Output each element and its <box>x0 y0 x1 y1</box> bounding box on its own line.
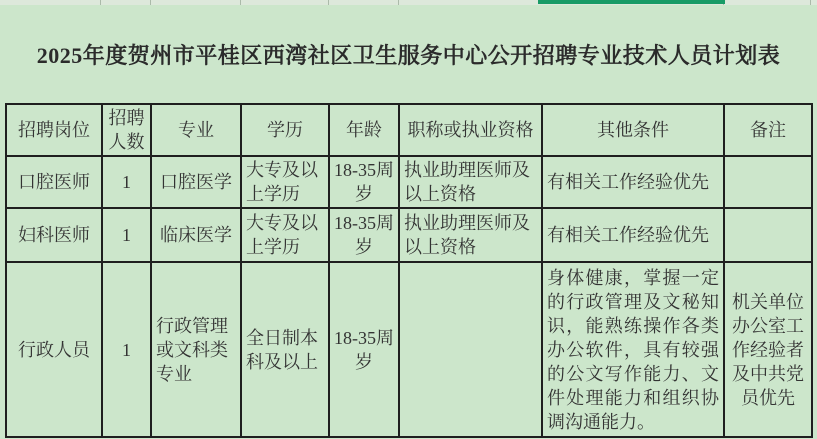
cell-education: 大专及以上学历 <box>241 208 329 262</box>
table-row <box>6 156 812 208</box>
page-title: 2025年度贺州市平桂区西湾社区卫生服务中心公开招聘专业技术人员计划表 <box>36 42 781 68</box>
cell-other: 身体健康，掌握一定的行政管理及文秘知识，能熟练操作各类办公软件，具有较强的公文写作能力、文件处理能力和组织协调沟通能力。 <box>542 262 724 437</box>
cell-other: 有相关工作经验优先 <box>542 208 724 262</box>
column-header-education: 学历 <box>241 104 329 156</box>
header-row <box>6 104 812 156</box>
table-row <box>6 262 812 437</box>
cell-age: 18-35周岁 <box>329 262 399 437</box>
title-area <box>0 5 817 103</box>
cell-qualification <box>399 262 542 437</box>
cell-qualification: 执业助理医师及以上资格 <box>399 156 542 208</box>
cell-remarks <box>724 208 812 262</box>
column-header-major: 专业 <box>151 104 241 156</box>
cell-major: 行政管理或文科类专业 <box>151 262 241 437</box>
cell-headcount: 1 <box>102 208 151 262</box>
cell-remarks: 机关单位办公室工作经验者及中共党员优先 <box>724 262 812 437</box>
cell-education: 全日制本科及以上 <box>241 262 329 437</box>
cell-age: 18-35周岁 <box>329 208 399 262</box>
column-highlight-bar <box>538 0 725 4</box>
column-header-age: 年龄 <box>329 104 399 156</box>
column-header-other: 其他条件 <box>542 104 724 156</box>
cell-age: 18-35周岁 <box>329 156 399 208</box>
column-header-position: 招聘岗位 <box>6 104 102 156</box>
cell-education: 大专及以上学历 <box>241 156 329 208</box>
cell-remarks <box>724 156 812 208</box>
recruitment-plan-table <box>5 103 813 438</box>
cell-position: 妇科医师 <box>6 208 102 262</box>
column-header-remarks: 备注 <box>724 104 812 156</box>
cell-position: 行政人员 <box>6 262 102 437</box>
cell-position: 口腔医师 <box>6 156 102 208</box>
cell-other: 有相关工作经验优先 <box>542 156 724 208</box>
column-header-headcount: 招聘人数 <box>102 104 151 156</box>
cell-qualification: 执业助理医师及以上资格 <box>399 208 542 262</box>
cell-headcount: 1 <box>102 262 151 437</box>
cell-major: 临床医学 <box>151 208 241 262</box>
cell-headcount: 1 <box>102 156 151 208</box>
cell-major: 口腔医学 <box>151 156 241 208</box>
table-row <box>6 208 812 262</box>
column-header-qualification: 职称或执业资格 <box>399 104 542 156</box>
